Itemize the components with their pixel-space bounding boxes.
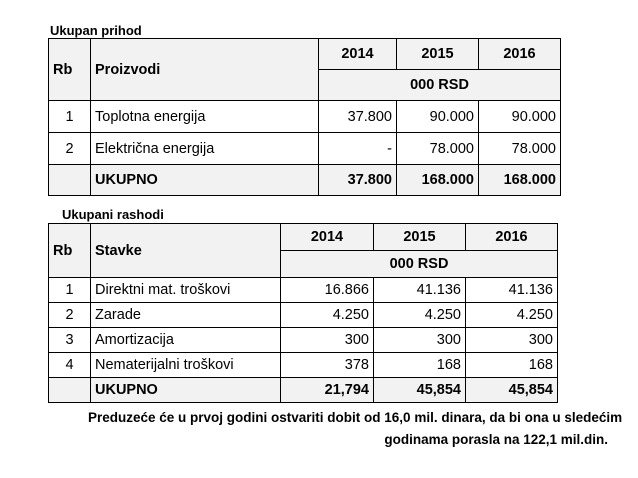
- expenses-caption: Ukupani rashodi: [62, 207, 164, 222]
- income-row-rb: 2: [49, 133, 91, 165]
- table-row: [49, 133, 561, 165]
- expenses-total-value: 21,794: [281, 378, 374, 403]
- income-total-row: [49, 165, 561, 196]
- income-row-value: -: [319, 133, 397, 165]
- table-row: [49, 303, 558, 328]
- income-header-rb: Rb: [49, 39, 91, 101]
- conclusion-line-2: godinama porasla na 122,1 mil.din.: [384, 432, 608, 447]
- expenses-total-label: UKUPNO: [91, 378, 281, 403]
- income-row-rb: 1: [49, 101, 91, 133]
- income-row-name: Toplotna energija: [91, 101, 319, 133]
- expenses-header-rb: Rb: [49, 224, 91, 278]
- expenses-row-value: 4.250: [466, 303, 558, 328]
- expenses-row-value: 300: [281, 328, 374, 353]
- expenses-row-name: Nematerijalni troškovi: [91, 353, 281, 378]
- expenses-row-value: 16.866: [281, 278, 374, 303]
- income-row-name: Električna energija: [91, 133, 319, 165]
- expenses-header-name: Stavke: [91, 224, 281, 278]
- income-total-value: 168.000: [397, 165, 479, 196]
- income-row-value: 78.000: [397, 133, 479, 165]
- expenses-row-name: Amortizacija: [91, 328, 281, 353]
- income-row-value: 78.000: [479, 133, 561, 165]
- income-row-value: 90.000: [397, 101, 479, 133]
- income-caption: Ukupan prihod: [50, 23, 142, 38]
- expenses-row-value: 300: [466, 328, 558, 353]
- income-header-name: Proizvodi: [91, 39, 319, 101]
- income-header-year-2: 2015: [397, 39, 479, 70]
- expenses-total-value: 45,854: [374, 378, 466, 403]
- expenses-row-value: 41.136: [374, 278, 466, 303]
- expenses-row-rb: 2: [49, 303, 91, 328]
- income-header-year-1: 2014: [319, 39, 397, 70]
- expenses-row-value: 168: [374, 353, 466, 378]
- income-header-unit: 000 RSD: [319, 70, 561, 101]
- expenses-row-name: Direktni mat. troškovi: [91, 278, 281, 303]
- expenses-row-value: 300: [374, 328, 466, 353]
- income-table: [48, 38, 561, 196]
- income-total-value: 37.800: [319, 165, 397, 196]
- income-total-value: 168.000: [479, 165, 561, 196]
- expenses-header-unit: 000 RSD: [281, 251, 558, 278]
- expenses-row-rb: 1: [49, 278, 91, 303]
- expenses-header-year-3: 2016: [466, 224, 558, 251]
- table-row: [49, 278, 558, 303]
- table-row: [49, 101, 561, 133]
- conclusion-line-1: Preduzeće će u prvoj godini ostvariti dobit od 16,0 mil. dinara, da bi ona u sledećim: [88, 410, 623, 425]
- income-total-label: UKUPNO: [91, 165, 319, 196]
- expenses-row-rb: 4: [49, 353, 91, 378]
- expenses-table: [48, 223, 558, 403]
- income-header-year-3: 2016: [479, 39, 561, 70]
- table-row: [49, 353, 558, 378]
- expenses-total-rb: [49, 378, 91, 403]
- expenses-row-rb: 3: [49, 328, 91, 353]
- expenses-total-value: 45,854: [466, 378, 558, 403]
- expenses-header-year-2: 2015: [374, 224, 466, 251]
- expenses-row-value: 168: [466, 353, 558, 378]
- expenses-row-value: 4.250: [374, 303, 466, 328]
- table-row: [49, 328, 558, 353]
- expenses-row-name: Zarade: [91, 303, 281, 328]
- expenses-row-value: 41.136: [466, 278, 558, 303]
- expenses-row-value: 378: [281, 353, 374, 378]
- expenses-total-row: [49, 378, 558, 403]
- expenses-header-year-1: 2014: [281, 224, 374, 251]
- income-row-value: 37.800: [319, 101, 397, 133]
- income-total-rb: [49, 165, 91, 196]
- income-row-value: 90.000: [479, 101, 561, 133]
- expenses-row-value: 4.250: [281, 303, 374, 328]
